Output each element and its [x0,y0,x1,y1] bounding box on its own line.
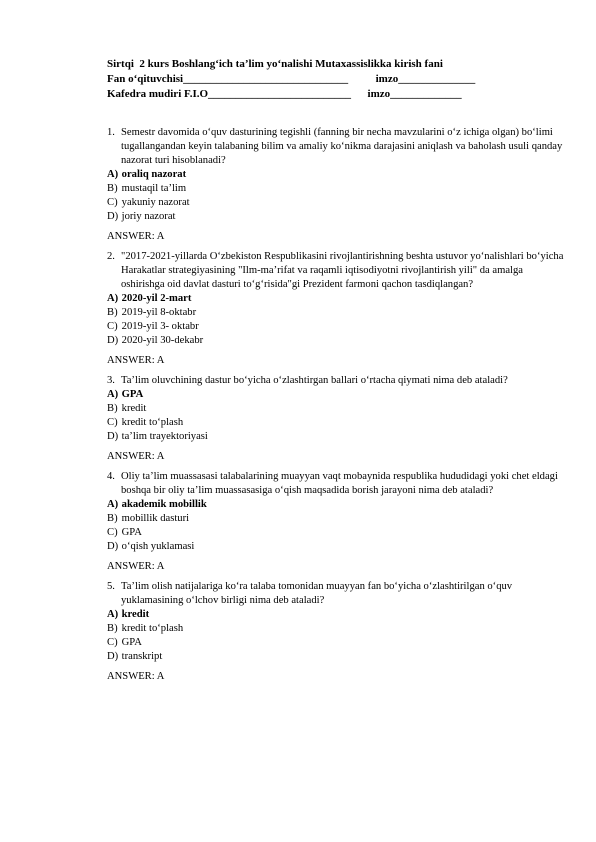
option-text: GPA [121,389,144,400]
answer-option [107,636,567,650]
question-item [107,580,567,684]
question-text: Oliy ta’lim muassasasi talabalarining muayyan vaqt mobaynida respublika hududidagi yoki chet eldagi boshqa bir oliy ta’lim muassasasiga o‘qish maqsadida borish jarayoni nima deb ataladi? [121,471,558,496]
answer-option [107,540,567,554]
option-text: mobillik dasturi [121,513,190,524]
option-letter: D) [107,335,119,346]
option-text: kredit [121,609,150,620]
option-letter: D) [107,651,119,662]
option-letter: C) [107,527,118,538]
option-letter: C) [107,637,118,648]
teacher-blank: ______________________________ [183,73,349,85]
option-letter: D) [107,431,119,442]
answer-key: ANSWER: A [107,231,165,242]
department-head-label: Kafedra mudiri F.I.O [107,88,209,100]
question-number: 4. [107,471,115,482]
teacher-signature-label: imzo [375,73,399,85]
option-text: o‘qish yuklamasi [121,541,195,552]
option-letter: C) [107,417,118,428]
answer-option [107,210,567,224]
question-item [107,374,567,464]
question-number: 2. [107,251,115,262]
option-text: mustaqil ta’lim [121,183,187,194]
answer-key: ANSWER: A [107,561,165,572]
department-head-signature-blank: _____________ [390,88,462,100]
question-stem [107,126,567,168]
option-text: ta’lim trayektoriyasi [121,431,208,442]
header-teacher-line [107,72,567,87]
answer-option [107,498,567,512]
answer-key: ANSWER: A [107,671,165,682]
option-text: oraliq nazorat [121,169,187,180]
option-letter: D) [107,541,119,552]
option-letter: B) [107,513,118,524]
question-text: Ta’lim oluvchining dastur bo‘yicha o‘zlashtirgan ballari o‘rtacha qiymati nima deb ataladi? [121,375,508,386]
option-text: kredit [121,403,147,414]
question-stem [107,580,567,608]
department-head-blank: __________________________ [208,88,352,100]
question-text: "2017-2021-yillarda O‘zbekiston Respublikasini rivojlantirishning beshta ustuvor yo‘nalishlari bo‘yicha Harakatlar strategiyasining "Ilm-ma’rifat va raqamli iqtisodiyotni rivojlantirish yili" da amalga oshirishga oid davlat dasturi to‘g‘risida"gi Prezident farmoni qachon tasdiqlangan? [121,251,564,290]
header-course-title: Sirtqi 2 kurs Boshlang‘ich ta’lim yo‘nalishi Mutaxassislikka kirish fani [107,58,443,70]
option-letter: D) [107,211,119,222]
option-letter: B) [107,307,118,318]
question-item [107,470,567,574]
teacher-label: Fan o‘qituvchisi [107,73,184,85]
answer-option [107,608,567,622]
answer-option [107,650,567,664]
answer-option [107,306,567,320]
option-letter: A) [107,609,119,620]
header-department-head-line [107,87,567,102]
teacher-signature-blank: ______________ [398,73,476,85]
option-text: 2020-yil 30-dekabr [121,335,204,346]
answer-option [107,388,567,402]
option-text: 2019-yil 3- oktabr [121,321,199,332]
option-letter: C) [107,197,118,208]
option-text: kredit to‘plash [121,623,184,634]
answer-option [107,196,567,210]
option-text: 2020-yil 2-mart [121,293,192,304]
option-text: kredit to‘plash [121,417,184,428]
answer-option [107,402,567,416]
answer-option [107,416,567,430]
question-text: Semestr davomida o‘quv dasturining tegishli (fanning bir necha mavzularini o‘z ichiga olgan) bo‘limi tugallangandan keyin talabaning bilim va amaliy ko‘nikma darajasini aniqlash va baholash usuli qanday nazorat turi hisoblanadi? [121,127,563,166]
document-header [107,57,567,102]
question-stem [107,374,567,388]
answer-option [107,622,567,636]
option-text: 2019-yil 8-oktabr [121,307,197,318]
question-number: 1. [107,127,115,138]
question-stem [107,470,567,498]
option-letter: A) [107,293,119,304]
option-text: GPA [121,637,142,648]
option-letter: B) [107,183,118,194]
answer-key: ANSWER: A [107,355,165,366]
option-letter: B) [107,623,118,634]
question-number: 3. [107,375,115,386]
answer-option [107,292,567,306]
answer-option [107,182,567,196]
answer-option [107,320,567,334]
question-text: Ta’lim olish natijalariga ko‘ra talaba tomonidan muayyan fan bo‘yicha o‘zlashtirilgan o‘quv yuklamasining o‘lchov birligi nima deb ataladi? [121,581,513,606]
department-head-signature-label: imzo [367,88,391,100]
option-letter: A) [107,499,119,510]
question-stem [107,250,567,292]
answer-option [107,334,567,348]
option-letter: A) [107,389,119,400]
option-text: yakuniy nazorat [121,197,190,208]
option-letter: A) [107,169,119,180]
question-item [107,126,567,244]
answer-option [107,512,567,526]
question-list [107,126,567,690]
option-text: transkript [121,651,163,662]
option-text: GPA [121,527,142,538]
option-letter: C) [107,321,118,332]
answer-option [107,526,567,540]
option-text: akademik mobillik [121,499,207,510]
question-item [107,250,567,368]
answer-key: ANSWER: A [107,451,165,462]
option-text: joriy nazorat [121,211,176,222]
option-letter: B) [107,403,118,414]
answer-option [107,168,567,182]
answer-option [107,430,567,444]
question-number: 5. [107,581,115,592]
